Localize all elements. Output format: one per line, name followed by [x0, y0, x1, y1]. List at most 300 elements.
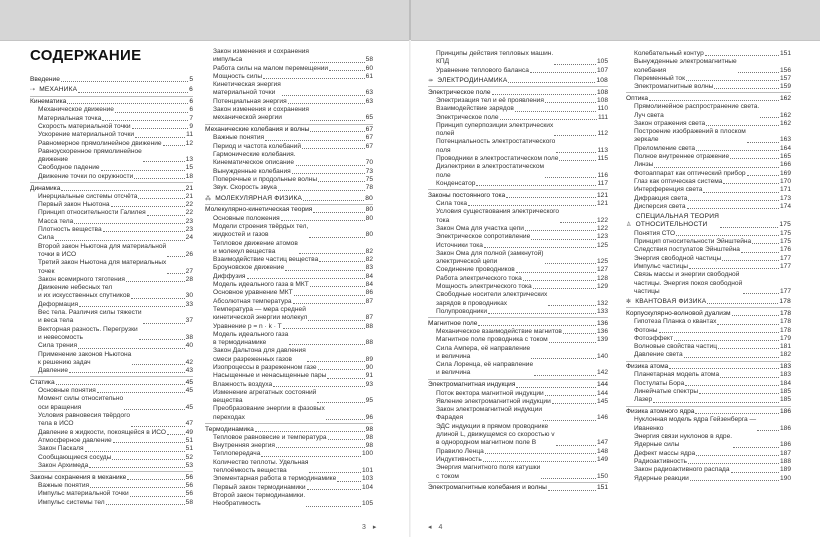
toc-item[interactable] — [428, 336, 608, 344]
toc-entry-title: Момент силы относительно оси вращения — [38, 395, 124, 411]
toc-item[interactable] — [205, 298, 373, 306]
toc-page-number: 178 — [779, 309, 791, 317]
toc-item[interactable] — [626, 255, 791, 263]
toc-item[interactable] — [30, 193, 193, 201]
arrow-right-icon[interactable]: ▸ — [372, 524, 377, 531]
toc-page-number: 182 — [779, 351, 791, 359]
toc-item[interactable] — [30, 429, 193, 437]
toc-page-number: 58 — [365, 56, 373, 64]
molecules-icon: ⁂ — [205, 195, 212, 202]
toc-page-number: 93 — [365, 380, 373, 388]
toc-chapter[interactable] — [205, 204, 373, 215]
toc-page-number: 147 — [596, 439, 608, 447]
dot-leader — [533, 288, 596, 289]
toc-entry-title: Электромагнитные волны — [634, 83, 714, 91]
dot-leader — [747, 142, 779, 143]
toc-entry-title: Переменный ток — [634, 74, 685, 82]
toc-chapter[interactable] — [205, 124, 373, 135]
toc-entry-title: Динамика — [30, 184, 61, 192]
toc-item[interactable] — [626, 466, 791, 474]
dot-leader — [326, 419, 365, 420]
toc-page-number: 40 — [185, 342, 193, 350]
toc-item[interactable] — [428, 291, 608, 308]
toc-item[interactable] — [30, 106, 193, 114]
dot-leader — [545, 177, 596, 178]
toc-chapter[interactable] — [428, 189, 608, 200]
toc-item[interactable] — [428, 308, 608, 316]
dot-leader — [296, 165, 364, 166]
toc-item[interactable] — [205, 347, 373, 364]
toc-chapter[interactable] — [428, 86, 608, 97]
toc-item[interactable] — [428, 266, 608, 274]
toc-item[interactable] — [205, 240, 373, 257]
dot-leader — [309, 472, 361, 473]
toc-chapter[interactable] — [626, 406, 791, 417]
toc-page-number: 113 — [597, 146, 608, 154]
toc-item[interactable] — [626, 203, 791, 211]
toc-item[interactable] — [626, 450, 791, 458]
toc-item[interactable] — [626, 327, 791, 335]
toc-item[interactable] — [626, 153, 791, 161]
toc-item[interactable] — [626, 335, 791, 343]
toc-item[interactable] — [205, 143, 373, 151]
toc-item[interactable] — [205, 442, 373, 450]
toc-entry-title: Законы сохранения в механике — [30, 473, 127, 481]
toc-item[interactable] — [205, 106, 373, 123]
dot-leader — [689, 268, 779, 269]
toc-item[interactable] — [205, 264, 373, 272]
toc-item[interactable] — [205, 389, 373, 406]
dot-leader — [718, 348, 779, 349]
toc-item[interactable] — [428, 155, 608, 163]
dot-leader — [285, 270, 365, 271]
toc-item[interactable] — [30, 326, 193, 343]
toc-item[interactable] — [626, 230, 791, 238]
toc-item[interactable] — [626, 351, 791, 359]
toc-item[interactable] — [428, 328, 608, 336]
toc-item[interactable] — [428, 225, 608, 233]
toc-entry-title: Магнитное поле — [428, 319, 478, 327]
toc-page-number: 121 — [596, 191, 608, 199]
toc-page-number: 67 — [365, 142, 373, 150]
toc-part-heading[interactable] — [205, 193, 373, 203]
toc-item[interactable] — [626, 145, 791, 153]
toc-entry-title: Мощность электрического тока — [436, 283, 532, 291]
toc-entry-title: Поперечные и продольные волны — [213, 175, 318, 183]
toc-page-number: 56 — [185, 473, 193, 481]
toc-page-number: 127 — [596, 266, 608, 274]
toc-entry-title: МОЛЕКУЛЯРНАЯ ФИЗИКА — [215, 194, 303, 202]
toc-item[interactable] — [205, 65, 373, 73]
toc-entry-title: Давление света — [634, 351, 683, 359]
toc-item[interactable] — [30, 164, 193, 172]
toc-chapter[interactable] — [428, 379, 608, 390]
toc-page-number: 162 — [779, 94, 791, 102]
toc-item[interactable] — [30, 490, 193, 498]
toc-page-number: 105 — [596, 58, 608, 66]
toc-item[interactable] — [30, 437, 193, 445]
toc-item[interactable] — [30, 243, 193, 260]
toc-entry-title: Деформация — [38, 300, 79, 308]
toc-item[interactable] — [428, 448, 608, 456]
dot-leader — [263, 78, 365, 79]
toc-item[interactable] — [30, 173, 193, 181]
toc-page-number: 162 — [779, 111, 791, 119]
toc-item[interactable] — [30, 445, 193, 453]
toc-page-number: 103 — [361, 475, 373, 483]
toc-chapter[interactable] — [30, 376, 193, 387]
toc-item[interactable] — [428, 250, 608, 267]
toc-item[interactable] — [626, 416, 791, 433]
toc-item[interactable] — [626, 396, 791, 404]
toc-page-number: 49 — [185, 428, 193, 436]
dot-leader — [247, 278, 365, 279]
toc-item[interactable] — [626, 371, 791, 379]
toc-page-number: 13 — [185, 156, 193, 164]
toc-page-number: 125 — [596, 241, 608, 249]
toc-item[interactable] — [205, 134, 373, 142]
toc-item[interactable] — [30, 462, 193, 470]
toc-item[interactable] — [626, 195, 791, 203]
toc-item[interactable] — [428, 163, 608, 180]
toc-item[interactable] — [205, 331, 373, 348]
toc-chapter[interactable] — [428, 482, 608, 493]
toc-item[interactable] — [428, 406, 608, 423]
toc-item[interactable] — [30, 284, 193, 301]
toc-item[interactable] — [205, 289, 373, 297]
toc-page-number: 6 — [189, 106, 193, 114]
toc-item[interactable] — [205, 215, 373, 223]
dot-leader — [101, 170, 185, 171]
toc-entry-title: Модель идеального газа в термодинамике — [213, 330, 289, 347]
toc-item[interactable] — [205, 256, 373, 264]
toc-item[interactable] — [30, 482, 193, 490]
toc-item[interactable] — [428, 200, 608, 208]
toc-entry-title: Термодинамика — [205, 425, 254, 433]
toc-chapter[interactable] — [626, 92, 791, 103]
dot-leader — [130, 496, 185, 497]
toc-chapter[interactable] — [30, 182, 193, 193]
toc-item[interactable] — [205, 48, 373, 65]
dot-leader — [318, 369, 365, 370]
toc-page-number: 15 — [185, 164, 193, 172]
toc-entry-title: Молекулярно-кинетическая теория — [205, 206, 313, 214]
toc-item[interactable] — [205, 151, 373, 168]
toc-page-number: 136 — [596, 319, 608, 327]
toc-item[interactable] — [205, 73, 373, 81]
toc-item[interactable] — [626, 343, 791, 351]
toc-page-number: 175 — [779, 221, 791, 229]
toc-page-number: 91 — [365, 372, 373, 380]
page-title: СОДЕРЖАНИЕ — [30, 47, 142, 64]
toc-entry-title: Фотоэффект — [634, 334, 674, 342]
toc-chapter[interactable] — [30, 76, 193, 84]
toc-item[interactable] — [205, 475, 373, 483]
toc-page-number: 101 — [361, 467, 373, 475]
toc-item[interactable] — [626, 380, 791, 388]
dot-leader — [302, 148, 365, 149]
toc-entry-title: Гармонические колебания. Кинематическое описание — [213, 151, 296, 167]
toc-item[interactable] — [626, 58, 791, 75]
toc-item[interactable] — [30, 395, 193, 412]
dot-leader — [476, 185, 596, 186]
toc-item[interactable] — [30, 387, 193, 395]
toc-item[interactable] — [626, 475, 791, 483]
toc-entry-title: Уравнение теплового баланса — [436, 66, 529, 74]
toc-entry-title: Дефект массы ядра — [634, 449, 696, 457]
toc-entry-title: Полное внутреннее отражение — [634, 153, 730, 161]
toc-item[interactable] — [428, 398, 608, 406]
toc-entry-title: Основное уравнение МКТ — [213, 289, 293, 297]
toc-item[interactable] — [205, 81, 373, 98]
toc-item[interactable] — [205, 405, 373, 422]
toc-page-number: 186 — [779, 424, 791, 432]
dot-leader — [531, 358, 596, 359]
toc-entry-title: Электромагнитная индукция — [428, 381, 516, 389]
toc-entry-title: Сила тока — [436, 200, 468, 208]
toc-entry-title: Магнитное поле проводника с током — [436, 336, 548, 344]
toc-page-number: 67 — [365, 126, 373, 134]
toc-page-number: 100 — [361, 450, 373, 458]
toc-page-number: 111 — [597, 113, 608, 121]
dot-leader — [559, 160, 596, 161]
toc-item[interactable] — [428, 233, 608, 241]
dot-leader — [687, 208, 779, 209]
toc-item[interactable] — [626, 103, 791, 120]
toc-item[interactable] — [428, 208, 608, 225]
toc-page-number: 183 — [779, 363, 791, 371]
toc-item[interactable] — [205, 381, 373, 389]
toc-page-number: 11 — [186, 131, 193, 139]
toc-entry-title: Изопроцессы в разреженном газе — [213, 363, 317, 371]
toc-item[interactable] — [30, 218, 193, 226]
toc-item[interactable] — [205, 459, 373, 476]
dot-leader — [515, 111, 597, 112]
toc-item[interactable] — [205, 364, 373, 372]
toc-item[interactable] — [626, 128, 791, 145]
toc-item[interactable] — [626, 246, 791, 254]
toc-item[interactable] — [626, 458, 791, 466]
toc-part-heading[interactable] — [626, 212, 791, 230]
toc-item[interactable] — [428, 345, 608, 362]
toc-item[interactable] — [428, 456, 608, 464]
toc-page-number: 28 — [185, 275, 193, 283]
toc-item[interactable] — [626, 263, 791, 271]
toc-item[interactable] — [428, 105, 608, 113]
toc-item[interactable] — [205, 176, 373, 184]
toc-entry-title: Корпускулярно-волновой дуализм — [626, 309, 731, 317]
toc-item[interactable] — [205, 223, 373, 240]
toc-item[interactable] — [428, 180, 608, 188]
toc-item[interactable] — [428, 423, 608, 448]
toc-item[interactable] — [428, 122, 608, 139]
electrodynamics-icon: ⇸ — [428, 77, 434, 84]
toc-entry-title: Давление — [38, 367, 68, 375]
toc-item[interactable] — [205, 273, 373, 281]
toc-item[interactable] — [205, 372, 373, 380]
toc-entry-title: Броуновское движение — [213, 264, 285, 272]
toc-item[interactable] — [30, 309, 193, 326]
dot-leader — [310, 131, 364, 132]
toc-item[interactable] — [205, 168, 373, 176]
toc-item[interactable] — [205, 281, 373, 289]
toc-page-number: 88 — [365, 322, 373, 330]
toc-item[interactable] — [428, 464, 608, 481]
toc-entry-title: Сообщающиеся сосуды — [38, 453, 112, 461]
dot-leader — [554, 135, 596, 136]
toc-item[interactable] — [626, 120, 791, 128]
arrow-left-icon[interactable]: ◂ — [428, 524, 432, 531]
mechanics-icon: ⇢ — [30, 87, 36, 94]
toc-entry-title: Введение — [30, 76, 60, 83]
toc-chapter[interactable] — [30, 471, 193, 482]
toc-item[interactable] — [30, 342, 193, 350]
toc-item[interactable] — [428, 138, 608, 155]
toc-item[interactable] — [30, 140, 193, 148]
page-divider — [409, 0, 411, 40]
dot-leader — [67, 103, 188, 104]
toc-item[interactable] — [30, 367, 193, 375]
toc-page-number: 149 — [596, 455, 608, 463]
toc-item[interactable] — [30, 234, 193, 242]
toc-item[interactable] — [428, 361, 608, 378]
toc-page-number: 33 — [185, 300, 193, 308]
toc-item[interactable] — [626, 178, 791, 186]
toc-item[interactable] — [30, 201, 193, 209]
toc-page-number: 26 — [185, 250, 193, 258]
toc-page-number: 37 — [185, 317, 193, 325]
dot-leader — [143, 161, 185, 162]
toc-entry-title: Вес тела. Различия силы тяжести и веса тела — [38, 309, 142, 325]
toc-item[interactable] — [626, 433, 791, 450]
toc-item[interactable] — [205, 484, 373, 492]
toc-entry-title: Электрическое поле — [428, 88, 491, 96]
toc-entry-title: Ускорение материальной точки — [38, 131, 135, 139]
toc-item[interactable] — [428, 390, 608, 398]
toc-page-number: 67 — [365, 134, 373, 142]
toc-entry-title: Понятия СТО — [634, 229, 676, 237]
toc-entry-title: Равномерное прямолинейное движение — [38, 139, 162, 147]
toc-item[interactable] — [30, 454, 193, 462]
toc-item[interactable] — [30, 412, 193, 429]
toc-page-number: 169 — [779, 169, 791, 177]
dot-leader — [705, 55, 779, 56]
dot-leader — [276, 447, 365, 448]
toc-item[interactable] — [30, 276, 193, 284]
toc-entry-title: Второй закон Ньютона для материальной точки в ИСО — [38, 242, 167, 258]
toc-item[interactable] — [30, 148, 193, 165]
dot-leader — [292, 173, 365, 174]
toc-item[interactable] — [205, 450, 373, 458]
toc-item[interactable] — [428, 50, 608, 67]
toc-page-number: 107 — [596, 66, 608, 74]
toc-entry-title: Фотоаппарат как оптический прибор — [634, 169, 746, 177]
toc-chapter[interactable] — [626, 361, 791, 372]
toc-page-number: 122 — [596, 224, 608, 232]
toc-page-number: 150 — [596, 472, 608, 480]
toc-chapter[interactable] — [626, 307, 791, 318]
toc-item[interactable] — [626, 318, 791, 326]
toc-chapter[interactable] — [428, 317, 608, 328]
dot-leader — [757, 430, 779, 431]
toc-chapter[interactable] — [30, 96, 193, 107]
toc-page-number: 139 — [596, 336, 608, 344]
dot-leader — [134, 178, 184, 179]
toc-page-number: 89 — [365, 355, 373, 363]
toc-page-number: 56 — [185, 490, 193, 498]
toc-item[interactable] — [626, 170, 791, 178]
toc-entry-title: Электромагнитные колебания и волны — [428, 484, 547, 492]
toc-entry-title: Закон Ома для полной (замкнутой) электрической цепи — [436, 249, 544, 266]
toc-page-number: 9 — [189, 122, 193, 130]
toc-item[interactable] — [30, 115, 193, 123]
toc-entry-title: Сила Ампера, её направление и величина — [436, 344, 531, 360]
toc-page-number: 187 — [779, 449, 791, 457]
toc-item[interactable] — [30, 301, 193, 309]
toc-item[interactable] — [626, 186, 791, 194]
toc-item[interactable] — [205, 434, 373, 442]
toc-chapter[interactable] — [205, 423, 373, 434]
toc-item[interactable] — [626, 271, 791, 296]
toc-item[interactable] — [428, 275, 608, 283]
dot-leader — [563, 333, 596, 334]
toc-item[interactable] — [428, 67, 608, 75]
dot-leader — [554, 64, 596, 65]
dot-leader — [743, 293, 779, 294]
toc-item[interactable] — [30, 351, 193, 368]
toc-item[interactable] — [626, 161, 791, 169]
toc-item[interactable] — [428, 114, 608, 122]
toc-page-number: 95 — [365, 397, 373, 405]
toc-entry-title: Температура — мера средней кинетической энергии молекул — [213, 305, 308, 322]
dot-leader — [74, 223, 184, 224]
toc-item[interactable] — [30, 131, 193, 139]
toc-entry-title: Фотоны — [634, 326, 658, 334]
toc-item[interactable] — [626, 83, 791, 91]
dot-leader — [717, 324, 779, 325]
toc-item[interactable] — [30, 209, 193, 217]
toc-item[interactable] — [30, 226, 193, 234]
toc-item[interactable] — [626, 388, 791, 396]
toc-item[interactable] — [205, 98, 373, 106]
toc-item[interactable] — [30, 259, 193, 276]
toc-item[interactable] — [428, 242, 608, 250]
dot-leader — [327, 378, 364, 379]
toc-item[interactable] — [626, 50, 791, 58]
dot-leader — [167, 273, 184, 274]
dot-leader — [492, 94, 596, 95]
dot-leader — [552, 403, 596, 404]
toc-entry-title: Следствия постулатов Эйнштейна — [634, 246, 740, 254]
toc-part-heading[interactable] — [428, 75, 608, 85]
toc-entry-title: Движение точки по окружности — [38, 172, 134, 180]
toc-item[interactable] — [205, 323, 373, 331]
toc-item[interactable] — [30, 499, 193, 507]
toc-item[interactable] — [626, 75, 791, 83]
dot-leader — [69, 372, 185, 373]
toc-page-number: 87 — [365, 297, 373, 305]
toc-item[interactable] — [205, 306, 373, 323]
toc-part-heading[interactable] — [30, 85, 193, 95]
toc-entry-title: Элементарная работа в термодинамике — [213, 475, 337, 483]
dot-leader — [545, 395, 596, 396]
toc-item[interactable] — [205, 492, 373, 509]
toc-part-heading[interactable] — [626, 297, 791, 307]
toc-entry-title: Закон всемирного тяготения — [38, 275, 125, 283]
dot-leader — [143, 323, 185, 324]
toc-item[interactable] — [205, 184, 373, 192]
dot-leader — [115, 112, 188, 113]
